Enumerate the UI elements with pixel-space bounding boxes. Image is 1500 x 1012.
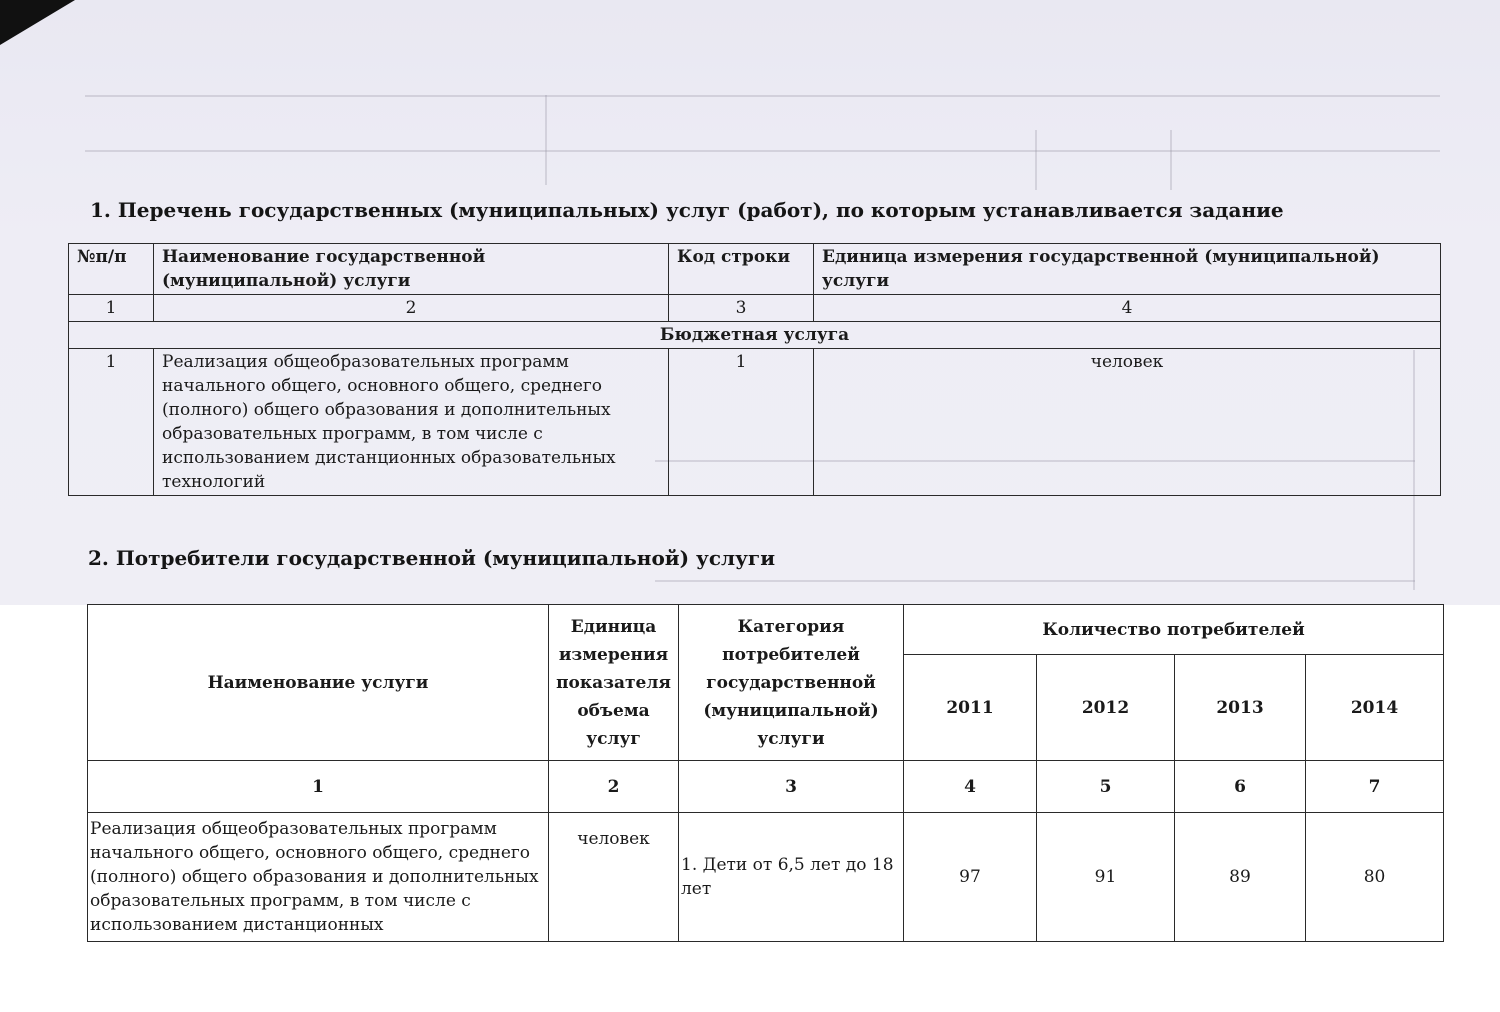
col-number: 3: [669, 295, 814, 322]
consumers-table: [87, 604, 1444, 942]
col-number: 7: [1306, 761, 1444, 813]
bleed-line: [1170, 130, 1172, 190]
header-row: [69, 244, 1441, 295]
count-2012: 91: [1037, 813, 1175, 942]
count-2014: 80: [1306, 813, 1444, 942]
header-service-name: Наименование услуги: [88, 605, 549, 761]
group-label: Бюджетная услуга: [69, 322, 1441, 349]
row-num: 1: [69, 349, 154, 496]
service-name: Реализация общеобразовательных программ начального общего, основного общего, среднего (полного) общего образования и дополнительных образовательных программ, в том числе с использованием дистанционных: [88, 813, 549, 942]
header-code: Код строки: [669, 244, 814, 295]
count-2013: 89: [1175, 813, 1306, 942]
bleed-line: [1035, 130, 1037, 190]
year-2012: 2012: [1037, 655, 1175, 761]
header-category: Категория потребителей государственной (муниципальной) услуги: [679, 605, 904, 761]
header-unit: Единица измерения государственной (муниципальной) услуги: [814, 244, 1441, 295]
services-table: [68, 243, 1441, 496]
header-service-name: Наименование государственной (муниципальной) услуги: [154, 244, 669, 295]
column-number-row: [88, 761, 1444, 813]
column-number-row: [69, 295, 1441, 322]
section1-title: 1. Перечень государственных (муниципальных) услуг (работ), по которым устанавливается задание: [90, 198, 1284, 222]
group-row: [69, 322, 1441, 349]
year-2014: 2014: [1306, 655, 1444, 761]
row-code: 1: [669, 349, 814, 496]
row-unit: человек: [814, 349, 1441, 496]
col-number: 4: [904, 761, 1037, 813]
header-unit: Единица измерения показателя объема услуг: [549, 605, 679, 761]
count-2011: 97: [904, 813, 1037, 942]
consumer-row: [88, 813, 1444, 942]
service-name: Реализация общеобразовательных программ начального общего, основного общего, среднего (полного) общего образования и дополнительных образовательных программ, в том числе с использованием дистанционных образовательных технологий: [154, 349, 669, 496]
col-number: 6: [1175, 761, 1306, 813]
consumer-category: 1. Дети от 6,5 лет до 18 лет: [679, 813, 904, 942]
col-number: 5: [1037, 761, 1175, 813]
header-row: [88, 605, 1444, 655]
col-number: 1: [69, 295, 154, 322]
bleed-line: [85, 95, 1440, 97]
bleed-line: [545, 95, 547, 185]
bleed-line: [85, 150, 1440, 152]
dark-corner: [0, 0, 75, 45]
year-2013: 2013: [1175, 655, 1306, 761]
col-number: 4: [814, 295, 1441, 322]
year-2011: 2011: [904, 655, 1037, 761]
col-number: 3: [679, 761, 904, 813]
bleed-line: [655, 580, 1415, 582]
service-row: [69, 349, 1441, 496]
header-consumer-count: Количество потребителей: [904, 605, 1444, 655]
col-number: 2: [154, 295, 669, 322]
col-number: 2: [549, 761, 679, 813]
section2-title: 2. Потребители государственной (муниципальной) услуги: [88, 546, 776, 570]
col-number: 1: [88, 761, 549, 813]
header-num: №п/п: [69, 244, 154, 295]
row-unit: человек: [549, 813, 679, 942]
